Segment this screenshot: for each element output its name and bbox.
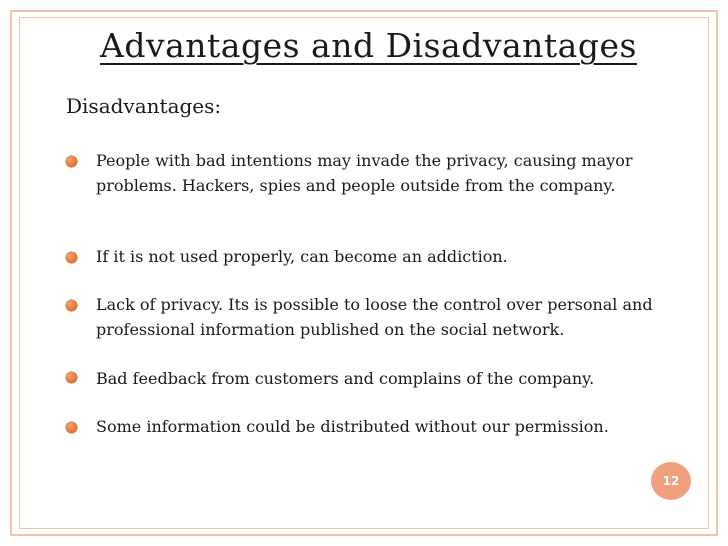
orange-circle-bullet-icon [66,422,77,433]
page-number-badge: 12 [651,462,691,500]
bullet-text: People with bad intentions may invade the privacy, causing mayor problems. Hackers, spies and people outside from the company. [96,151,633,195]
orange-circle-bullet-icon [66,252,77,263]
orange-circle-bullet-icon [66,372,77,383]
bullet-text: Lack of privacy. Its is possible to loose the control over personal and professional information published on the social network. [96,295,653,339]
orange-circle-bullet-icon [66,156,77,167]
slide-subheading: Disadvantages: [66,94,222,118]
bullet-text: Bad feedback from customers and complains of the company. [96,369,595,388]
bullet-text: Some information could be distributed without our permission. [96,417,609,436]
bullet-text: If it is not used properly, can become an addiction. [96,247,508,266]
orange-circle-bullet-icon [66,300,77,311]
slide-title: Advantages and Disadvantages [100,26,637,65]
